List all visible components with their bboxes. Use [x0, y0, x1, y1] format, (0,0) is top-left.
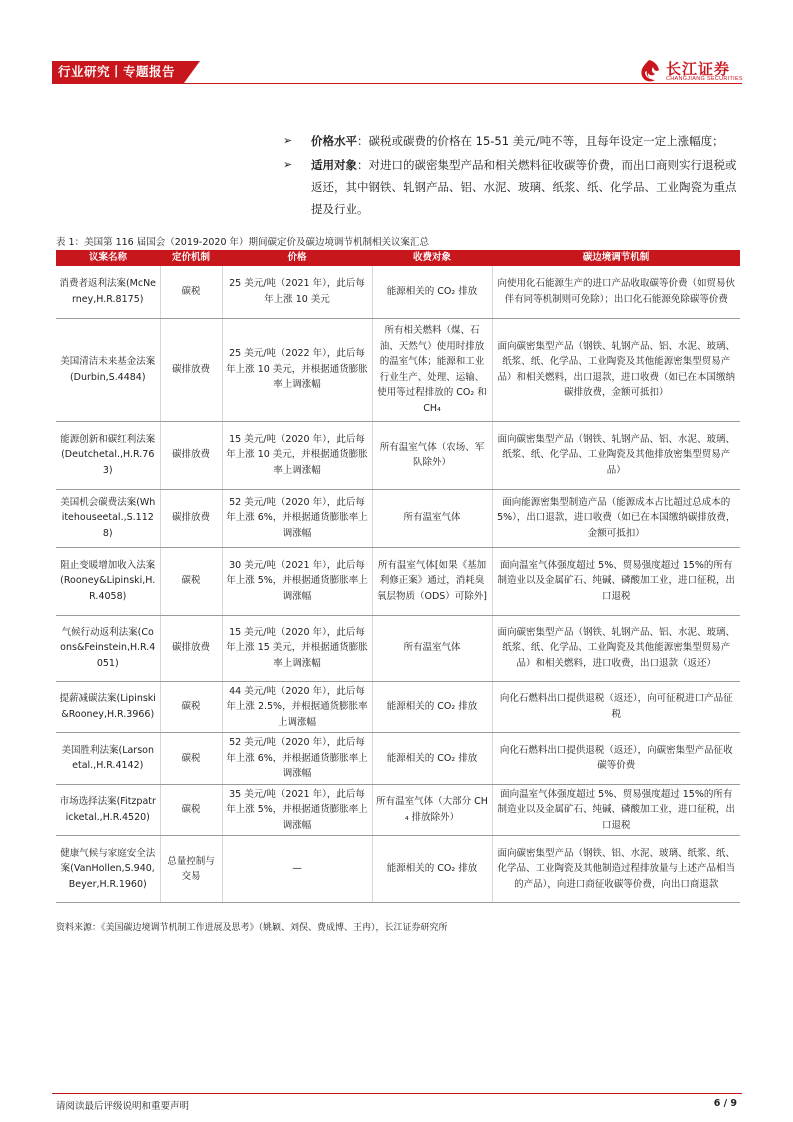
table-cell: 面向碳密集型产品（钢铁、轧钢产品、铝、水泥、玻璃、纸浆、纸、化学品、工业陶瓷及其他能源密集型贸易产品）和相关燃料，出口退款，进口收费（如已在本国缴纳碳排放费，金额可抵扣） [492, 318, 740, 421]
table-cell: 所有温室气体 [372, 615, 492, 681]
footer-disclaimer: 请阅读最后评级说明和重要声明 [56, 1101, 190, 1112]
table-cell: 面向碳密集型产品（钢铁、轧钢产品、铝、水泥、玻璃、纸浆、纸、化学品、工业陶瓷及其他能源密集型贸易产品）和相关燃料，进口收费，出口退款（返还） [492, 615, 740, 681]
table-cell: 所有温室气体（大部分 CH₄ 排放除外） [372, 784, 492, 836]
table-cell: 能源创新和碳红利法案(Deutchetal.,H.R.763) [56, 421, 160, 489]
table-cell: 碳税 [160, 733, 222, 785]
page-header [0, 0, 793, 92]
bullet-arrow-icon: ➢ [283, 158, 293, 171]
table-cell: 碳税 [160, 681, 222, 733]
table-row [56, 615, 740, 681]
table-cell: 15 美元/吨（2020 年），此后每年上涨 10 美元，并根据通货膨胀率上调涨幅 [222, 421, 372, 489]
bullet-applicable-objects [283, 154, 743, 220]
table-row [56, 547, 740, 615]
bullet-label: 适用对象 [311, 158, 357, 172]
table-cell: 能源相关的 CO₂ 排放 [372, 266, 492, 318]
table-cell: 美国胜利法案(Larsonetal.,H.R.4142) [56, 733, 160, 785]
table-row [56, 836, 740, 903]
table-cell: 总量控制与交易 [160, 836, 222, 903]
column-header: 价格 [222, 250, 372, 266]
table-cell: 碳税 [160, 266, 222, 318]
table-cell: 向化石燃料出口提供退税（返还），向碳密集型产品征收碳等价费 [492, 733, 740, 785]
table-cell: 44 美元/吨（2020 年），此后每年上涨 2.5%，并根据通货膨胀率上调涨幅 [222, 681, 372, 733]
table-cell: 碳税 [160, 784, 222, 836]
table-cell: 碳排放费 [160, 615, 222, 681]
table-cell: 52 美元/吨（2020 年），此后每年上涨 6%，并根据通货膨胀率上调涨幅 [222, 733, 372, 785]
table-cell: 市场选择法案(Fitzpatricketal.,H.R.4520) [56, 784, 160, 836]
table-cell: 能源相关的 CO₂ 排放 [372, 836, 492, 903]
table-cell: 碳排放费 [160, 421, 222, 489]
table-cell: 能源相关的 CO₂ 排放 [372, 733, 492, 785]
bullet-text: ：碳税或碳费的价格在 15-51 美元/吨不等，且每年设定一定上涨幅度； [357, 134, 724, 148]
column-header: 碳边境调节机制 [492, 250, 740, 266]
table-cell: 52 美元/吨（2020 年），此后每年上涨 6%，并根据通货膨胀率上调涨幅 [222, 489, 372, 547]
table-cell: 美国清洁未来基金法案(Durbin,S.4484) [56, 318, 160, 421]
table-cell: — [222, 836, 372, 903]
page-number: 6 / 9 [713, 1098, 737, 1109]
table-cell: 阻止变暖增加收入法案(Rooney&Lipinski,H.R.4058) [56, 547, 160, 615]
bullet-price-level [283, 130, 743, 152]
bullet-list [283, 130, 743, 222]
table-cell: 提薪减碳法案(Lipinski&Rooney,H.R.3966) [56, 681, 160, 733]
column-header: 议案名称 [56, 250, 160, 266]
table-caption: 表 1：美国第 116 届国会（2019-2020 年）期间碳定价及碳边境调节机制相关议案汇总 [56, 237, 430, 248]
table-cell: 向化石燃料出口提供退税（返还），向可征税进口产品征税 [492, 681, 740, 733]
logo-subtitle: CHANGJIANG SECURITIES [666, 76, 743, 82]
table-header-row [56, 250, 740, 266]
column-header: 定价机制 [160, 250, 222, 266]
table-cell: 所有相关燃料（煤、石油、天然气）使用时排放的温室气体；能源和工业行业生产、处理、运输、使用等过程排放的 CO₂ 和 CH₄ [372, 318, 492, 421]
table-cell: 所有温室气体（农场、军队除外） [372, 421, 492, 489]
table-row [56, 266, 740, 318]
table-cell: 美国机会碳费法案(Whitehouseetal.,S.1128) [56, 489, 160, 547]
table-cell: 面向温室气体强度超过 5%、贸易强度超过 15%的所有制造业以及金属矿石、纯碱、磷酸加工业，进口征税，出口退税 [492, 547, 740, 615]
flame-logo-icon [636, 58, 662, 84]
table-cell: 所有温室气体 [372, 489, 492, 547]
table-cell: 面向碳密集型产品（钢铁、轧钢产品、铝、水泥、玻璃、纸浆、纸、化学品、工业陶瓷及其他排放密集型贸易产品） [492, 421, 740, 489]
table-cell: 25 美元/吨（2021 年），此后每年上涨 10 美元 [222, 266, 372, 318]
table-row [56, 784, 740, 836]
bullet-label: 价格水平 [311, 134, 357, 148]
table-cell: 35 美元/吨（2021 年），此后每年上涨 5%，并根据通货膨胀率上调涨幅 [222, 784, 372, 836]
table-cell: 健康气候与家庭安全法案(VanHollen,S.940,Beyer,H.R.1960) [56, 836, 160, 903]
logo-name: 长江证券 [666, 60, 731, 78]
table-cell: 面向温室气体强度超过 5%、贸易强度超过 15%的所有制造业以及金属矿石、纯碱、磷酸加工业，进口征税，出口退税 [492, 784, 740, 836]
table-cell: 所有温室气体[如果《基加利修正案》通过，消耗臭氧层物质（ODS）可除外] [372, 547, 492, 615]
table-row [56, 318, 740, 421]
company-logo [636, 58, 746, 84]
section-tag: 行业研究丨专题报告 [52, 61, 184, 83]
table-cell: 15 美元/吨（2020 年），此后每年上涨 15 美元，并根据通货膨胀率上调涨幅 [222, 615, 372, 681]
table-row [56, 733, 740, 785]
bill-summary-table [56, 250, 740, 903]
table-cell: 碳排放费 [160, 489, 222, 547]
table-cell: 碳税 [160, 547, 222, 615]
table-cell: 25 美元/吨（2022 年），此后每年上涨 10 美元，并根据通货膨胀率上调涨幅 [222, 318, 372, 421]
header-slash-decoration [184, 61, 200, 83]
footer-divider [52, 1093, 742, 1094]
column-header: 收费对象 [372, 250, 492, 266]
table-row [56, 489, 740, 547]
table-row [56, 681, 740, 733]
table-cell: 能源相关的 CO₂ 排放 [372, 681, 492, 733]
table-cell: 碳排放费 [160, 318, 222, 421]
bullet-text: ：对进口的碳密集型产品和相关燃料征收碳等价费，而出口商则实行退税或返还，其中钢铁、轧钢产品、铝、水泥、玻璃、纸浆、纸、化学品、工业陶瓷为重点提及行业。 [311, 158, 737, 216]
table-cell: 面向能源密集型制造产品（能源成本占比超过总成本的 5%），出口退款，进口收费（如已在本国缴纳碳排放费，金额可抵扣） [492, 489, 740, 547]
table-cell: 气候行动返利法案(Coons&Feinstein,H.R.4051) [56, 615, 160, 681]
source-note: 资料来源：《美国碳边境调节机制工作进展及思考》（姚颖、刘俣、费成博、王冉），长江证券研究所 [56, 923, 448, 933]
table-cell: 向使用化石能源生产的进口产品收取碳等价费（如贸易伙伴有同等机制则可免除）；出口化石能源免除碳等价费 [492, 266, 740, 318]
table-row [56, 421, 740, 489]
bullet-arrow-icon: ➢ [283, 134, 293, 147]
table-cell: 面向碳密集型产品（钢铁、铝、水泥、玻璃、纸浆、纸、化学品、工业陶瓷及其他制造过程排放量与上述产品相当的产品），向进口商征收碳等价费，向出口商退款 [492, 836, 740, 903]
table-cell: 30 美元/吨（2021 年），此后每年上涨 5%，并根据通货膨胀率上调涨幅 [222, 547, 372, 615]
table-cell: 消费者返利法案(McNerney,H.R.8175) [56, 266, 160, 318]
